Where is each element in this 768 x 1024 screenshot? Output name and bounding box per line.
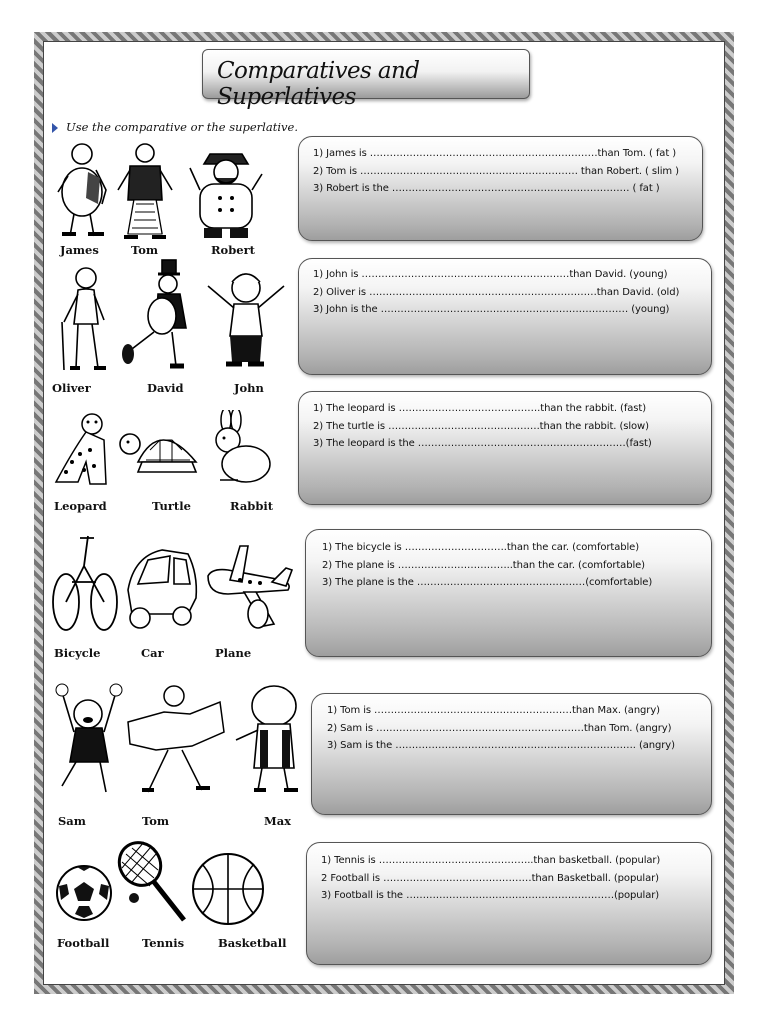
name-label: Tom (142, 814, 170, 828)
football-picture (55, 864, 113, 922)
john-picture (200, 268, 290, 374)
exercise-sentence: 3) Football is the ………………………………………………………(popular) (321, 890, 660, 901)
exercise-box (311, 693, 712, 815)
david-picture (118, 258, 194, 374)
exercise-sentence: 3) John is the ………………………………………………………………… (young) (313, 304, 670, 315)
instruction (52, 120, 298, 134)
exercise-sentence: 3) The leopard is the ………………………………………………………(fast) (313, 438, 652, 449)
name-label: John (234, 381, 264, 395)
exercise-box (306, 842, 712, 965)
plane-picture (200, 540, 296, 634)
name-label: Tom (131, 243, 159, 257)
bicycle-picture (50, 526, 120, 634)
name-label: Max (264, 814, 292, 828)
name-label: Plane (215, 646, 252, 660)
rabbit-picture (206, 410, 274, 488)
name-label: Robert (211, 243, 255, 257)
title-banner (202, 49, 530, 110)
max-picture (228, 680, 304, 796)
tom-picture (116, 140, 174, 242)
exercise-sentence: 2) Oliver is ……………………………………………………………than David. (old) (313, 286, 680, 298)
name-label: James (60, 243, 99, 257)
exercise-sentence: 3) Robert is the ……………………………………………………………… ( fat ) (313, 183, 660, 194)
exercise-sentence: 2 Football is ………………………………………than Basketball. (popular) (321, 872, 659, 884)
name-label: Bicycle (54, 646, 101, 660)
exercise-sentence: 1) Tom is ……………………………………………………than Max. (angry) (327, 705, 660, 716)
instruction-text: Use the comparative or the superlative. (66, 120, 298, 134)
exercise-sentence: 3) The plane is the ……………………………………………(comfortable) (322, 577, 653, 588)
car-picture (118, 544, 200, 634)
basketball-picture (190, 852, 266, 926)
tennis-picture (114, 840, 190, 924)
oliver-picture (54, 264, 114, 374)
exercise-sentence: 1) Tennis is ………………………………………..than basketball. (popular) (321, 855, 661, 866)
name-label: Football (57, 936, 110, 950)
name-label: Turtle (152, 499, 191, 513)
name-label: Rabbit (230, 499, 274, 513)
exercise-sentence: 2) The plane is ……………………………..than the car. (comfortable) (322, 559, 645, 571)
exercise-box (305, 529, 712, 657)
exercise-sentence: 1) The bicycle is ………………………….than the car. (comfortable) (322, 542, 640, 553)
exercise-sentence: 3) Sam is the ………………………………………………………………. (angry) (327, 740, 675, 751)
name-label: Sam (58, 814, 86, 828)
exercise-sentence: 2) Tom is ………………………………………………………… than Robert. ( slim ) (313, 165, 679, 177)
name-label: Leopard (54, 499, 107, 513)
turtle-picture (118, 420, 202, 486)
name-label: David (147, 381, 184, 395)
robert-picture (186, 146, 266, 242)
arrow-icon (52, 123, 58, 133)
tom-angry-picture (122, 682, 226, 798)
exercise-sentence: 1) James is ……………………………………………………………than Tom. ( fat ) (313, 148, 677, 159)
name-label: Car (141, 646, 164, 660)
exercise-box (298, 136, 703, 241)
page-title: Comparatives and Superlatives (217, 58, 420, 110)
leopard-picture (52, 410, 112, 490)
exercise-sentence: 2) Sam is ………………………………………………………than Tom. (angry) (327, 722, 672, 734)
sam-picture (52, 678, 124, 800)
exercise-box (298, 391, 712, 505)
name-label: Tennis (142, 936, 185, 950)
james-picture (52, 140, 112, 242)
exercise-box (298, 258, 712, 375)
exercise-sentence: 1) The leopard is …………………………………….than the rabbit. (fast) (313, 403, 647, 414)
name-label: Basketball (218, 936, 287, 950)
name-label: Oliver (52, 381, 91, 395)
exercise-sentence: 1) John is ………………………………………………………than David. (young) (313, 269, 668, 280)
exercise-sentence: 2) The turtle is ……………………………………….than the rabbit. (slow) (313, 420, 649, 432)
